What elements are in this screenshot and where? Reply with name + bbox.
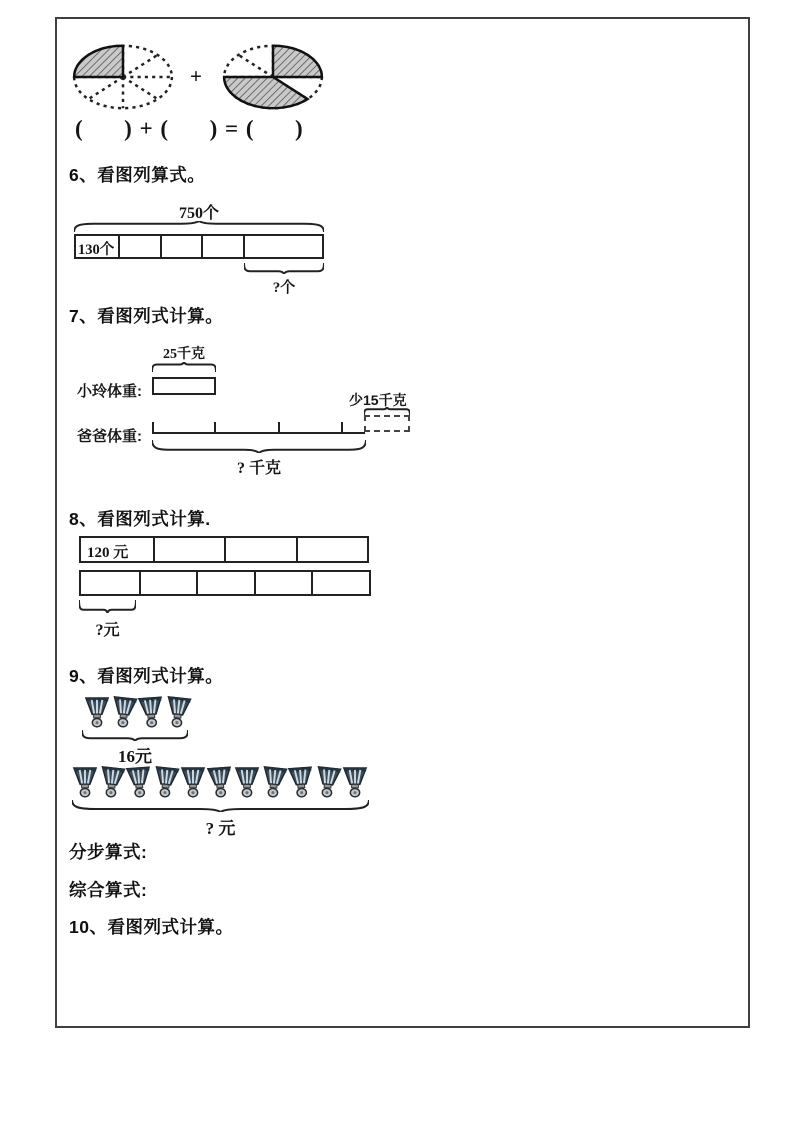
- problem6-title: 6、看图列算式。: [69, 165, 206, 185]
- brace-over-bar: [74, 221, 324, 232]
- brace-under-total: [72, 800, 369, 812]
- brace-under-group: [82, 730, 188, 741]
- shuttlecock-icon: [234, 767, 260, 798]
- fraction-pie-left: [71, 42, 175, 112]
- strip-bar-6: [74, 234, 324, 259]
- bar-divider: [254, 572, 256, 594]
- problem9-title: 9、看图列式计算。: [69, 666, 224, 686]
- worksheet-border: [55, 17, 750, 1028]
- bar-divider: [243, 236, 245, 257]
- fraction-pie-right: [221, 42, 325, 112]
- total-count-label: 750个: [178, 205, 219, 222]
- bar-divider: [118, 236, 120, 257]
- group-price-label: 16元: [118, 747, 152, 766]
- shuttlecock-icon: [206, 766, 234, 799]
- problem8-diagram: [79, 536, 371, 646]
- xiaoling-bar: [152, 377, 216, 395]
- shuttlecock-icon: [125, 766, 153, 799]
- bar-divider: [196, 572, 198, 594]
- tick-mark: [341, 422, 343, 433]
- shuttlecock-icon: [259, 766, 288, 800]
- plus-sign: +: [190, 64, 202, 88]
- less-15kg-label: 少15千克: [349, 392, 407, 408]
- question-count-label: ?个: [272, 280, 296, 296]
- brace-under-dad-bar: [152, 440, 366, 453]
- xiaoling-weight-label: 小玲体重:: [77, 383, 142, 400]
- bar-divider: [139, 572, 141, 594]
- fraction-equation: ( ) + ( ) = ( ): [75, 116, 304, 141]
- cell-120yuan-label: 120 元: [87, 545, 129, 561]
- shuttlecock-icon: [313, 766, 342, 800]
- bar-divider: [201, 236, 203, 257]
- bottom-money-bar: [79, 570, 371, 596]
- question-total-label: ? 元: [205, 819, 236, 838]
- shuttlecock-icon: [163, 696, 192, 730]
- shuttlecock-icon: [342, 767, 368, 798]
- shuttlecock-total-row: [72, 767, 368, 798]
- tick-mark: [152, 422, 154, 433]
- combined-equation-label: 综合算式:: [69, 880, 148, 900]
- first-cell-label: 130个: [78, 242, 115, 258]
- brace-over-xiaoling-bar: [152, 362, 216, 372]
- problem9-diagram: [72, 697, 402, 852]
- shuttlecock-icon: [287, 766, 315, 799]
- shuttlecock-icon: [97, 766, 126, 800]
- shuttlecock-group-row: [84, 697, 191, 728]
- bar-divider: [153, 538, 155, 561]
- problem10-title: 10、看图列式计算。: [69, 917, 234, 937]
- shuttlecock-icon: [84, 697, 110, 728]
- brace-under-last-cell: [244, 263, 324, 274]
- tick-mark: [214, 422, 216, 433]
- bar-divider: [296, 538, 298, 561]
- shuttlecock-icon: [151, 766, 180, 800]
- bar-divider: [311, 572, 313, 594]
- problem6-diagram: [74, 200, 324, 295]
- question-yuan-label: ?元: [95, 622, 120, 639]
- problem8-title: 8、看图列式计算.: [69, 509, 211, 529]
- bar-divider: [224, 538, 226, 561]
- shuttlecock-icon: [109, 696, 138, 730]
- problem7-diagram: [77, 339, 437, 484]
- weight-25kg-label: 25千克: [163, 347, 205, 362]
- shuttlecock-icon: [180, 767, 206, 798]
- problem7-title: 7、看图列式计算。: [69, 306, 224, 326]
- less-15kg-box: [364, 415, 410, 432]
- shuttlecock-icon: [72, 767, 98, 798]
- brace-under-first-cell: [79, 600, 136, 613]
- shuttlecock-icon: [137, 696, 165, 729]
- dad-weight-label: 爸爸体重:: [77, 428, 142, 445]
- tick-mark: [278, 422, 280, 433]
- top-money-bar: [79, 536, 369, 563]
- dad-weight-line: [152, 432, 365, 434]
- bar-divider: [160, 236, 162, 257]
- step-equation-label: 分步算式:: [69, 842, 148, 862]
- question-kg-label: ? 千克: [236, 460, 281, 477]
